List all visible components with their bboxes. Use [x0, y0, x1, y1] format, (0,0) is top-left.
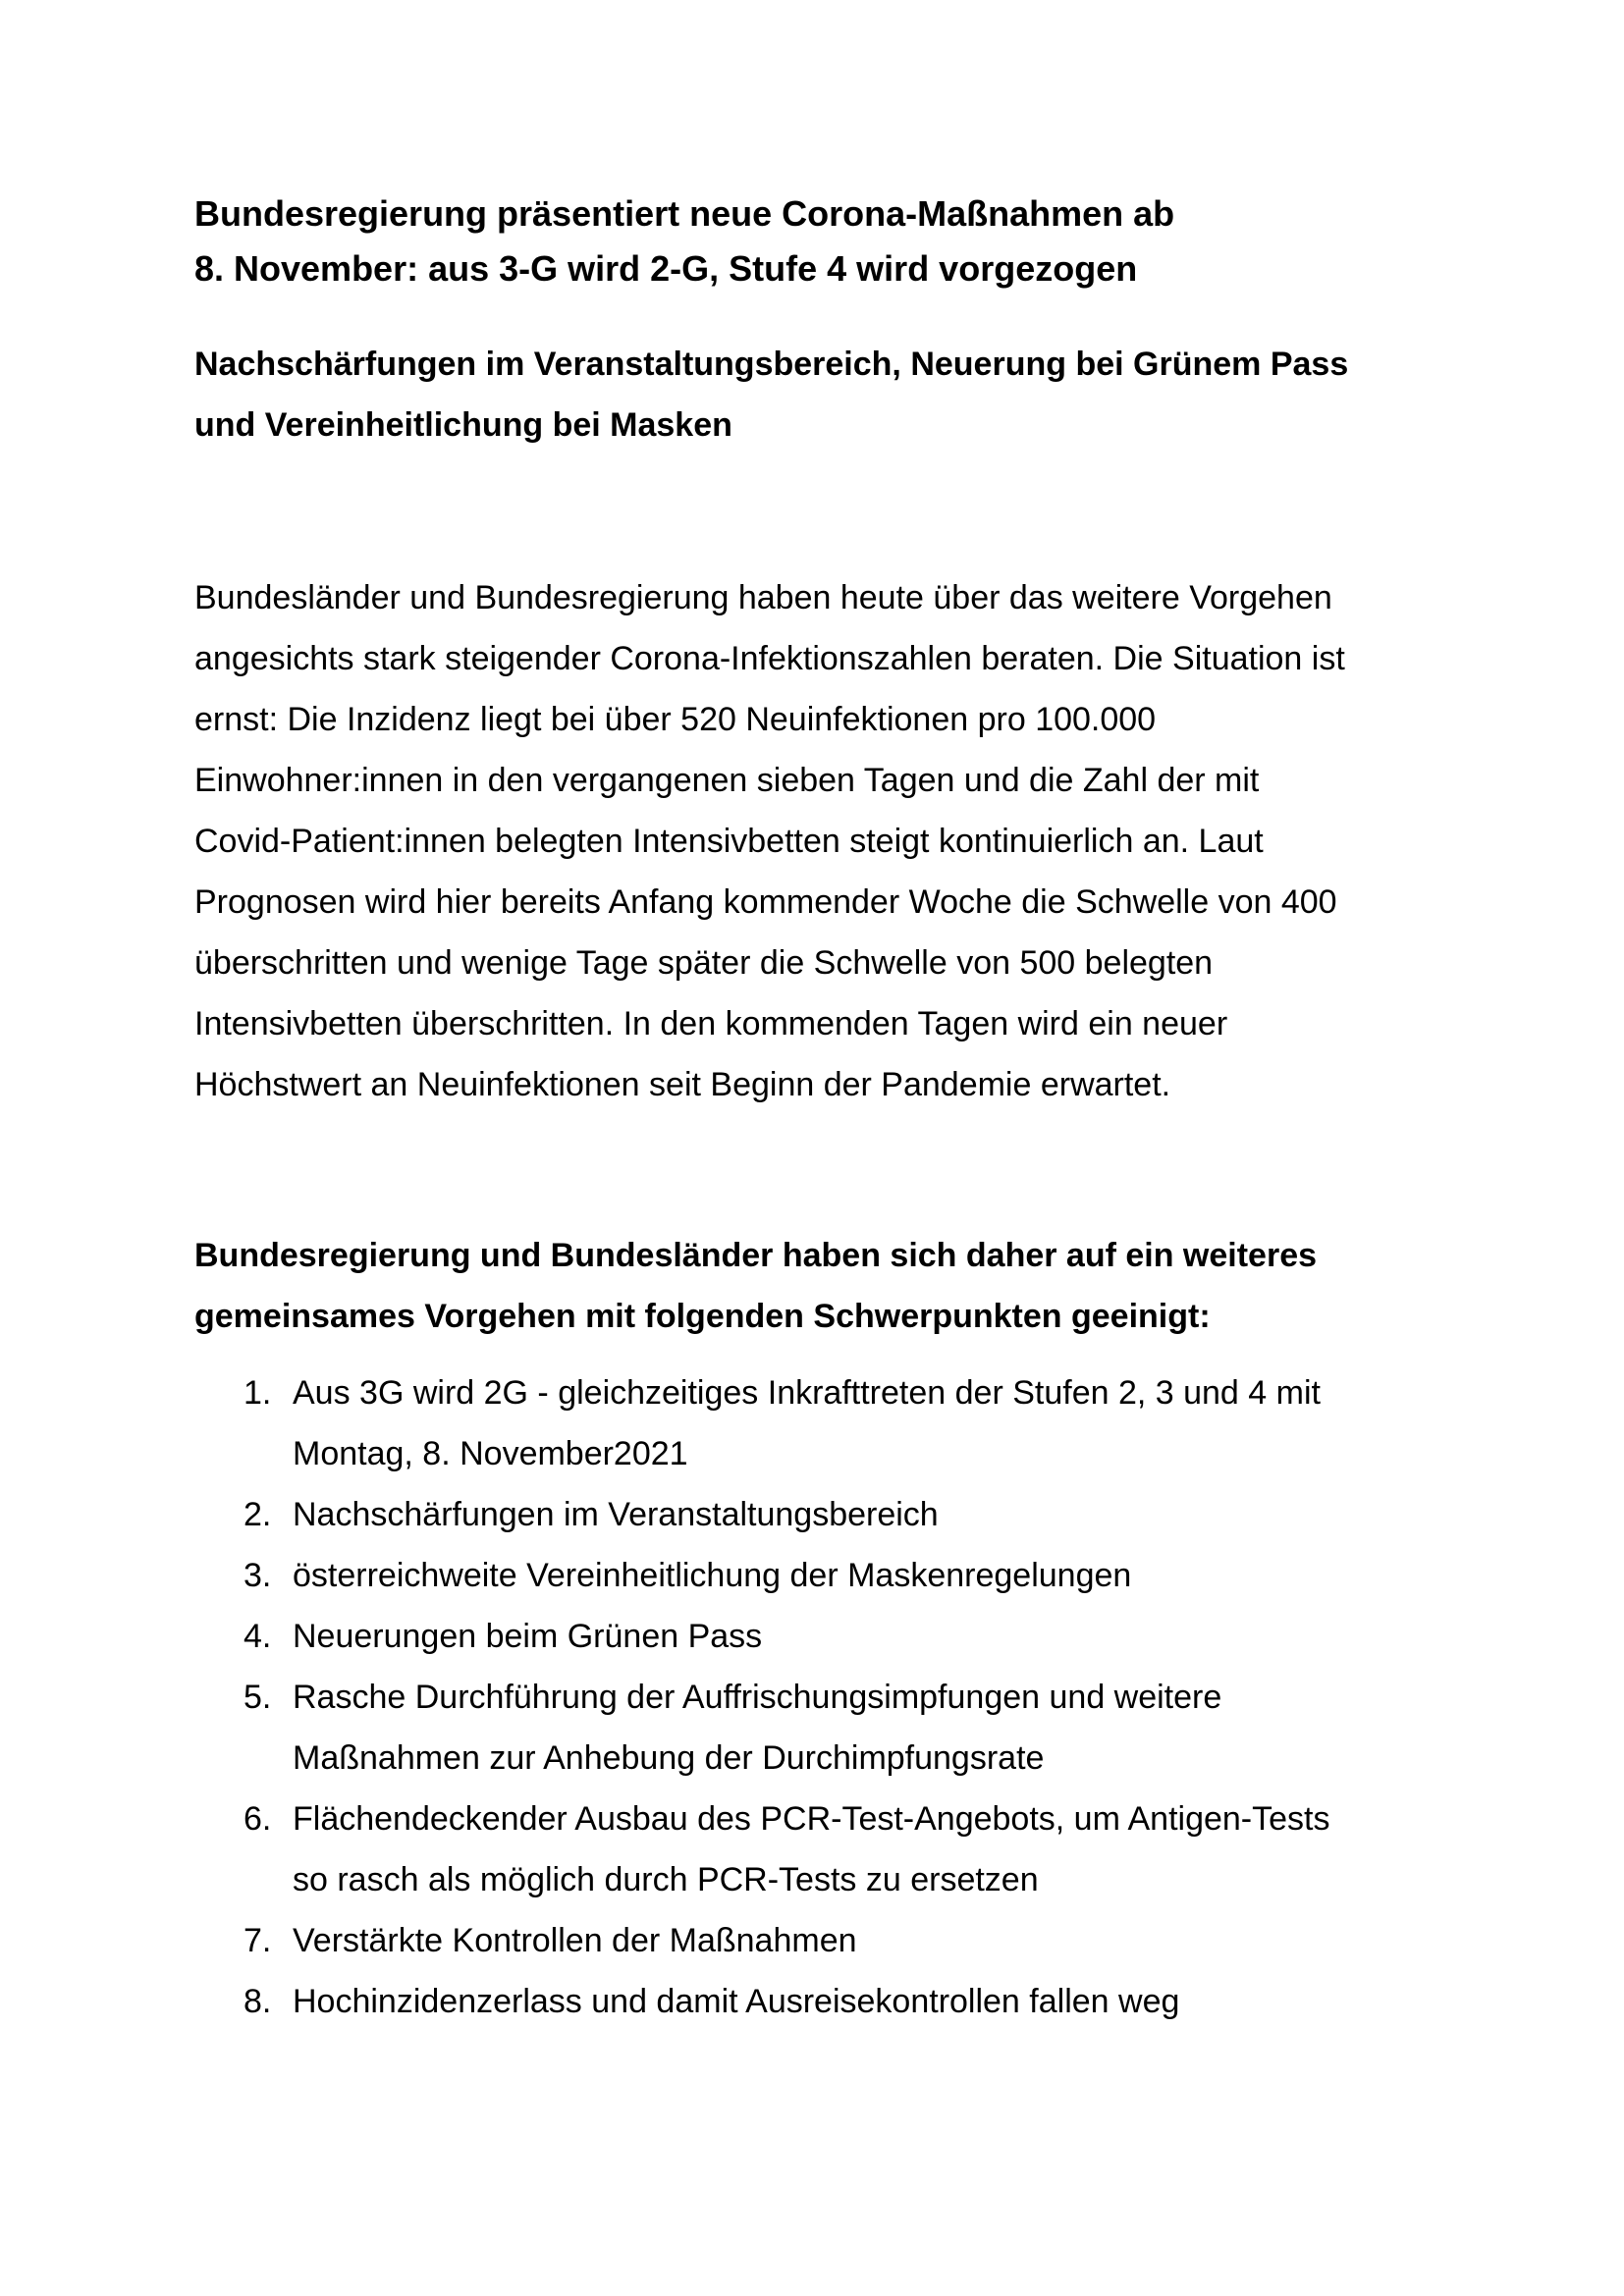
list-item-number: 4.: [244, 1618, 272, 1655]
list-item: [194, 1667, 1451, 1789]
list-item: [194, 1484, 1451, 1545]
list-item-line: Rasche Durchführung der Auffrischungsimpfungen und weitere: [293, 1679, 1222, 1716]
measures-heading: [194, 1225, 1451, 1347]
list-item-line: Hochinzidenzerlass und damit Ausreisekontrollen fallen weg: [293, 1983, 1180, 2020]
list-item-line: Maßnahmen zur Anhebung der Durchimpfungsrate: [293, 1739, 1045, 1777]
intro-line: ernst: Die Inzidenz liegt bei über 520 Neuinfektionen pro 100.000: [194, 701, 1157, 738]
intro-paragraph: [194, 567, 1451, 1115]
list-item: [194, 1971, 1451, 2032]
intro-line: Intensivbetten überschritten. In den kommenden Tagen wird ein neuer: [194, 1005, 1228, 1042]
list-item-number: 8.: [244, 1983, 272, 2020]
list-item-line: Montag, 8. November2021: [293, 1435, 688, 1472]
list-item-number: 7.: [244, 1922, 272, 1959]
heading-line: gemeinsames Vorgehen mit folgenden Schwerpunkten geeinigt:: [194, 1298, 1211, 1335]
intro-line: überschritten und wenige Tage später die Schwelle von 500 belegten: [194, 944, 1214, 982]
list-item-number: 1.: [244, 1374, 272, 1412]
list-item: [194, 1606, 1451, 1667]
list-item-line: so rasch als möglich durch PCR-Tests zu ersetzen: [293, 1861, 1039, 1898]
list-item: [194, 1362, 1451, 1484]
intro-line: Covid-Patient:innen belegten Intensivbetten steigt kontinuierlich an. Laut: [194, 823, 1264, 860]
list-item-line: Nachschärfungen im Veranstaltungsbereich: [293, 1496, 939, 1533]
list-item-line: Aus 3G wird 2G - gleichzeitiges Inkrafttreten der Stufen 2, 3 und 4 mit: [293, 1374, 1321, 1412]
list-item-line: österreichweite Vereinheitlichung der Maskenregelungen: [293, 1557, 1132, 1594]
document-page: [194, 187, 1451, 2020]
title-line: Bundesregierung präsentiert neue Corona-Maßnahmen ab: [194, 193, 1175, 234]
intro-line: Höchstwert an Neuinfektionen seit Beginn der Pandemie erwartet.: [194, 1066, 1171, 1103]
title-line: 8. November: aus 3-G wird 2-G, Stufe 4 wird vorgezogen: [194, 248, 1138, 289]
list-item-number: 3.: [244, 1557, 272, 1594]
intro-line: angesichts stark steigender Corona-Infektionszahlen beraten. Die Situation ist: [194, 640, 1345, 677]
list-item-number: 5.: [244, 1679, 272, 1716]
list-item: [194, 1545, 1451, 1606]
measures-list: [194, 1362, 1451, 2032]
document-subtitle: [194, 334, 1451, 455]
subtitle-line: und Vereinheitlichung bei Masken: [194, 406, 732, 444]
list-item-line: Flächendeckender Ausbau des PCR-Test-Angebots, um Antigen-Tests: [293, 1800, 1330, 1838]
intro-line: Prognosen wird hier bereits Anfang kommender Woche die Schwelle von 400: [194, 883, 1337, 921]
list-item-number: 2.: [244, 1496, 272, 1533]
document-title: [194, 187, 1451, 296]
intro-line: Einwohner:innen in den vergangenen sieben Tagen und die Zahl der mit: [194, 762, 1260, 799]
list-item: [194, 1789, 1451, 1910]
subtitle-line: Nachschärfungen im Veranstaltungsbereich, Neuerung bei Grünem Pass: [194, 346, 1349, 383]
heading-line: Bundesregierung und Bundesländer haben sich daher auf ein weiteres: [194, 1237, 1318, 1274]
intro-line: Bundesländer und Bundesregierung haben heute über das weitere Vorgehen: [194, 579, 1332, 616]
list-item-line: Neuerungen beim Grünen Pass: [293, 1618, 763, 1655]
list-item-line: Verstärkte Kontrollen der Maßnahmen: [293, 1922, 857, 1959]
list-item: [194, 1910, 1451, 1971]
list-item-number: 6.: [244, 1800, 272, 1838]
